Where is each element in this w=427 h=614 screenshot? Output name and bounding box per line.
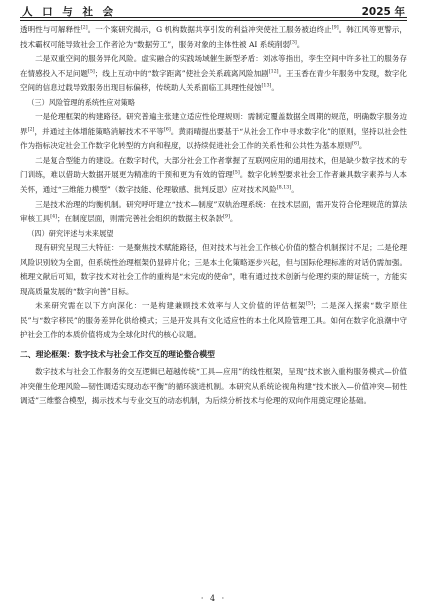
citation-ref: [13] <box>261 83 272 89</box>
text-run: 。数字化转型要求社会工作者兼具数字素养与人本关怀，通过“三维能力模型”（数字技能、伦理敏感、批判反思）应对技术风险 <box>20 170 407 195</box>
text-run: 。 <box>271 83 279 93</box>
text-run: 现有研究呈现三大特征：一是聚焦技术赋能路径，但对技术与社会工作核心价值的整合机制探讨不足；二是伦理风险识别较为全面，但系统性治理框架仍显碎片化；三是本土化策略逐步兴起，但与国际伦理标准的对话仍需加强。梳理文献后可知，数字技术对社会工作的重构是“未完成的使命”，唯有通过技术创新与伦理约束的辩证统一，方能实现高质量发展的“数字向善”目标。 <box>20 243 407 296</box>
citation-ref: [5] <box>306 301 313 307</box>
journal-title: 人 口 与 社 会 <box>22 6 117 18</box>
citation-ref: [3] <box>290 40 297 46</box>
body-paragraph <box>20 154 407 198</box>
text-run: （三）风险管理的系统性应对策略 <box>27 97 136 107</box>
text-run: 。一个案研究揭示，G 机构数据共享引发的利益冲突使社工服务被迫终止 <box>87 25 332 34</box>
text-run: 二是双重空间的服务异化风险。虚实融合的实践场域催生新型矛盾：刘冰等指出，孪生空间中许多社工的服务存在情感投入不足问题 <box>20 54 407 78</box>
text-run: 数字技术与社会工作服务的交互逻辑已超越传统“工具—应用”的线性框架，呈现“技术嵌入重构服务模式—价值冲突催生伦理风险—韧性调适实现动态平衡”的循环演进机制。本研究从系统论视角构建“技术嵌入—价值冲突—韧性调适”三维整合模型，揭示技术与专业交互的动态机制，为后续分析技术与伦理的双向作用奠定理论基础。 <box>20 367 407 406</box>
text-run: 。 <box>358 141 367 151</box>
citation-ref: [9] <box>331 25 339 31</box>
text-run: 。 <box>291 185 299 195</box>
text-run: ；在制度层面，则需完善社会组织的数据主权条款 <box>57 214 224 224</box>
page-number: · 4 · <box>200 594 227 603</box>
article-body <box>20 23 407 409</box>
header-rule-thin <box>20 20 407 21</box>
citation-ref: [8,13] <box>276 185 292 191</box>
running-header <box>0 0 427 20</box>
citation-ref: [6] <box>352 141 359 147</box>
section-heading <box>20 347 407 362</box>
text-run: 一是伦理框架的构建路径。研究普遍主张建立适应性伦理规则：需制定覆盖数据全周期的规范，明确数字服务边界 <box>20 112 407 136</box>
citation-ref: [5] <box>232 170 240 176</box>
body-paragraph <box>20 198 407 227</box>
text-run: 。 <box>296 39 305 49</box>
citation-ref: [12] <box>268 69 279 75</box>
text-run: 。王玉香在青少年服务中发现，数字化空间的信息过载导致服务出现目标偏移，传统助人关系面临工具理性侵蚀 <box>20 68 407 93</box>
citation-ref: [5] <box>87 69 95 75</box>
text-run: 。韩江风等更警示，技术霸权可能导致社会工作者沦为“数据劳工”，服务对象的主体性被 AI 系统削弱 <box>20 25 407 49</box>
citation-ref: [6] <box>163 127 171 133</box>
text-run: 二、理论框架：数字技术与社会工作交互的理论整合模型 <box>20 350 215 360</box>
subsection-heading <box>20 227 407 242</box>
text-run: ，并通过主体增能策略消解技术不平等 <box>34 126 164 136</box>
text-run: ；线上互动中的“数字距离”使社会关系疏离风险加剧 <box>94 68 269 78</box>
text-run: 未来研究需在以下方向深化：一是构建兼顾技术效率与人文价值的评估框架 <box>35 301 307 311</box>
citation-ref: [4] <box>50 214 57 220</box>
text-run: ；二是深入探索“数字原住民”与“数字移民”的服务差异化供给模式；三是开发具有文化适应性的本土化风险管理工具。如何在数字化浪潮中守护社会工作的本质价值将成为全球化时代的核心议题。 <box>20 301 407 340</box>
publication-year: 2025 年 <box>361 6 405 18</box>
body-paragraph <box>20 52 407 96</box>
text-run: 透明性与可解释性 <box>20 25 81 34</box>
citation-ref: [2] <box>27 127 35 133</box>
body-paragraph <box>20 299 407 343</box>
body-paragraph <box>20 365 407 409</box>
body-paragraph <box>20 241 407 299</box>
text-run: 三是技术治理的均衡机制。研究呼吁建立“技术—制度”双轨治理系统：在技术层面，需开发符合伦理规范的算法审核工具 <box>20 199 407 224</box>
subsection-heading <box>20 96 407 111</box>
text-run: 二是复合型能力的建设。在数字时代，大部分社会工作者掌握了互联网应用的通用技术，但是缺少数字技术的专门训练，难以借助大数据开展更为精准的干预和更为有效的管理 <box>20 155 407 180</box>
citation-ref: [9] <box>223 214 230 220</box>
text-run: （四）研究评述与未来展望 <box>27 228 114 238</box>
body-paragraph <box>20 23 407 52</box>
text-run: 。黄雨晴提出要基于“从社会工作中寻求数字化”的原则，坚持以社会性作为指标决定社会工作数字化转型的方向和程度，以持续促进社会工作的关系性和公共性为基本原则 <box>20 126 407 151</box>
body-paragraph <box>20 110 407 154</box>
citation-ref: [2] <box>80 25 88 31</box>
text-run: 。 <box>229 214 238 224</box>
header-rule-thick <box>20 17 407 18</box>
